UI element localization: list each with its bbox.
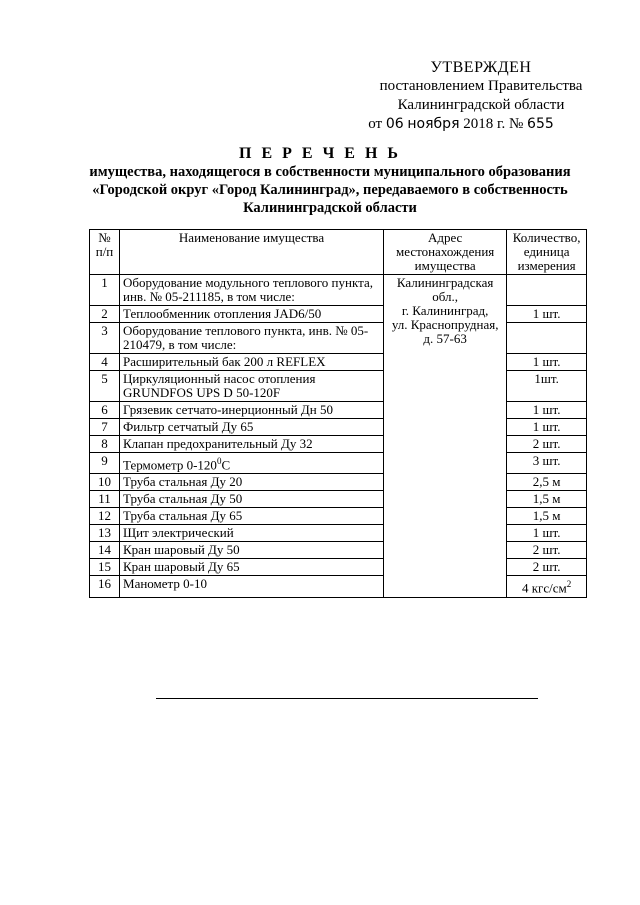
row-num: 13 — [90, 525, 120, 542]
header-qty: Количество, единица измерения — [507, 230, 587, 275]
row-name: Труба стальная Ду 65 — [120, 508, 384, 525]
table-row — [90, 436, 587, 453]
squared-superscript: 2 — [566, 579, 572, 590]
row-num: 6 — [90, 402, 120, 419]
table-row — [90, 559, 587, 576]
header-num: № п/п — [90, 230, 120, 275]
row-name: Труба стальная Ду 50 — [120, 491, 384, 508]
row-name: Клапан предохранительный Ду 32 — [120, 436, 384, 453]
row-num: 12 — [90, 508, 120, 525]
row-qty — [507, 576, 587, 597]
approval-date-line — [326, 115, 596, 134]
table-row — [90, 402, 587, 419]
row-name: Грязевик сетчато-инерционный Дн 50 — [120, 402, 384, 419]
date-year: 2018 г. — [463, 116, 506, 132]
document-number: 655 — [527, 116, 554, 132]
table-row — [90, 323, 587, 354]
row-qty: 1 шт. — [507, 419, 587, 436]
row-num: 4 — [90, 354, 120, 371]
table-row — [90, 542, 587, 559]
closing-line-divider — [156, 698, 538, 699]
table-header-row — [90, 230, 587, 275]
table-row — [90, 508, 587, 525]
row-qty: 3 шт. — [507, 453, 587, 474]
row-qty — [507, 275, 587, 306]
row-name: Фильтр сетчатый Ду 65 — [120, 419, 384, 436]
row-name: Оборудование теплового пункта, инв. № 05-210479, в том числе: — [120, 323, 384, 354]
approval-line2: Калининградской области — [397, 97, 565, 113]
row-name: Манометр 0-10 — [120, 576, 384, 597]
row-qty: 1,5 м — [507, 508, 587, 525]
row-num: 8 — [90, 436, 120, 453]
row-qty: 2 шт. — [507, 559, 587, 576]
subtitle-line2: «Городской округ «Город Калининград», передаваемого в собственность — [92, 182, 568, 198]
table-row — [90, 419, 587, 436]
subtitle-line1: имущества, находящегося в собственности муниципального образования — [89, 164, 571, 180]
row-qty: 1 шт. — [507, 402, 587, 419]
row-name-text: Термометр 0-120 — [123, 457, 217, 473]
address-line2: г. Калининград, — [401, 303, 489, 318]
row-num: 5 — [90, 371, 120, 402]
table-row — [90, 306, 587, 323]
row-name: Теплообменник отопления JAD6/50 — [120, 306, 384, 323]
row-qty: 2 шт. — [507, 436, 587, 453]
row-num: 1 — [90, 275, 120, 306]
address-cell — [384, 275, 507, 598]
row-qty-text: 4 кгс/см — [521, 580, 567, 596]
row-qty: 1 шт. — [507, 306, 587, 323]
address-line3: ул. Краснопрудная, д. 57-63 — [391, 317, 499, 346]
row-name: Оборудование модульного теплового пункта, инв. № 05-211185, в том числе: — [120, 275, 384, 306]
row-num: 11 — [90, 491, 120, 508]
table-row — [90, 491, 587, 508]
row-qty: 2,5 м — [507, 474, 587, 491]
row-num: 15 — [90, 559, 120, 576]
row-qty: 1 шт. — [507, 354, 587, 371]
row-num: 16 — [90, 576, 120, 597]
table-row — [90, 525, 587, 542]
header-address: Адрес местонахождения имущества — [384, 230, 507, 275]
table-row — [90, 275, 587, 306]
row-name-unit: С — [221, 457, 231, 473]
row-num: 14 — [90, 542, 120, 559]
date-day: 06 — [385, 116, 404, 132]
row-name: Кран шаровый Ду 50 — [120, 542, 384, 559]
row-qty: 1,5 м — [507, 491, 587, 508]
row-num: 7 — [90, 419, 120, 436]
number-prefix: № — [508, 116, 524, 132]
table-row — [90, 354, 587, 371]
row-name — [120, 453, 384, 474]
row-num: 9 — [90, 453, 120, 474]
row-name: Труба стальная Ду 20 — [120, 474, 384, 491]
date-month: ноября — [407, 116, 460, 132]
document-title: П Е Р Е Ч Е Н Ь — [239, 145, 401, 162]
row-num: 3 — [90, 323, 120, 354]
degree-superscript: 0 — [216, 456, 222, 466]
row-num: 2 — [90, 306, 120, 323]
property-table — [89, 229, 587, 598]
approval-line1: постановлением Правительства — [379, 78, 583, 94]
row-name: Щит электрический — [120, 525, 384, 542]
table-row — [90, 453, 587, 474]
approval-title: УТВЕРЖДЕН — [430, 59, 532, 76]
address-line1: Калининградская обл., — [396, 275, 494, 304]
document-subtitle — [50, 163, 610, 217]
row-qty: 1шт. — [507, 371, 587, 402]
row-name: Расширительный бак 200 л REFLEX — [120, 354, 384, 371]
table-row — [90, 371, 587, 402]
row-qty: 2 шт. — [507, 542, 587, 559]
row-name: Кран шаровый Ду 65 — [120, 559, 384, 576]
row-qty — [507, 323, 587, 354]
row-name-line2: GRUNDFOS UPS D 50-120F — [123, 385, 281, 400]
header-name: Наименование имущества — [120, 230, 384, 275]
row-qty: 1 шт. — [507, 525, 587, 542]
table-row — [90, 474, 587, 491]
row-name — [120, 371, 384, 402]
approval-block — [366, 58, 596, 134]
row-num: 10 — [90, 474, 120, 491]
row-name-line1: Циркуляционный насос отопления — [123, 371, 316, 386]
date-prefix: от — [368, 116, 383, 132]
table-row — [90, 576, 587, 597]
subtitle-line3: Калининградской области — [243, 200, 417, 216]
